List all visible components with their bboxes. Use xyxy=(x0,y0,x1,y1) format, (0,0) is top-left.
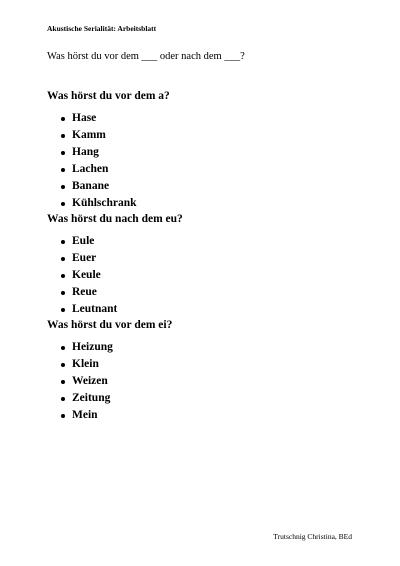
list-item xyxy=(47,110,367,127)
list-item-label: Weizen xyxy=(72,375,108,387)
list-item-label: Banane xyxy=(72,180,110,192)
list-item-label: Mein xyxy=(72,409,98,421)
list-item-label: Klein xyxy=(72,358,99,370)
bullet-icon xyxy=(61,202,65,206)
list-item-label: Kühlschrank xyxy=(72,197,137,209)
list-item xyxy=(47,407,367,424)
list-item xyxy=(47,390,367,407)
list-item xyxy=(47,144,367,161)
bullet-icon xyxy=(61,151,65,155)
bullet-icon xyxy=(61,308,65,312)
bullet-icon xyxy=(61,397,65,401)
page-header: Akustische Serialität: Arbeitsblatt xyxy=(47,24,157,33)
section-title: Was hörst du vor dem a? xyxy=(47,90,170,102)
list-item-label: Zeitung xyxy=(72,392,111,404)
bullet-icon xyxy=(61,414,65,418)
word-list xyxy=(47,233,367,318)
bullet-icon xyxy=(61,363,65,367)
bullet-icon xyxy=(61,185,65,189)
bullet-icon xyxy=(61,380,65,384)
section-vor-a xyxy=(47,89,367,212)
list-item-label: Hang xyxy=(72,146,99,158)
section-nach-eu xyxy=(47,212,367,318)
list-item xyxy=(47,267,367,284)
list-item-label: Keule xyxy=(72,269,101,281)
list-item-label: Heizung xyxy=(72,341,113,353)
word-list xyxy=(47,110,367,212)
list-item xyxy=(47,339,367,356)
list-item xyxy=(47,356,367,373)
list-item xyxy=(47,373,367,390)
list-item xyxy=(47,301,367,318)
list-item xyxy=(47,250,367,267)
list-item xyxy=(47,284,367,301)
list-item xyxy=(47,127,367,144)
bullet-icon xyxy=(61,168,65,172)
bullet-icon xyxy=(61,257,65,261)
list-item-label: Lachen xyxy=(72,163,109,175)
section-title: Was hörst du vor dem ei? xyxy=(47,319,173,331)
bullet-icon xyxy=(61,274,65,278)
page-footer-author: Trutschnig Christina, BEd xyxy=(273,532,352,541)
section-vor-ei xyxy=(47,318,367,424)
list-item xyxy=(47,161,367,178)
list-item-label: Eule xyxy=(72,235,95,247)
list-item-label: Leutnant xyxy=(72,303,118,315)
word-list xyxy=(47,339,367,424)
list-item-label: Kamm xyxy=(72,129,106,141)
bullet-icon xyxy=(61,240,65,244)
section-title: Was hörst du nach dem eu? xyxy=(47,213,183,225)
list-item-label: Euer xyxy=(72,252,97,264)
list-item xyxy=(47,233,367,250)
bullet-icon xyxy=(61,117,65,121)
bullet-icon xyxy=(61,291,65,295)
intro-question: Was hörst du vor dem ___ oder nach dem ___? xyxy=(47,51,245,62)
list-item xyxy=(47,195,367,212)
list-item-label: Hase xyxy=(72,112,97,124)
list-item xyxy=(47,178,367,195)
bullet-icon xyxy=(61,134,65,138)
bullet-icon xyxy=(61,346,65,350)
list-item-label: Reue xyxy=(72,286,97,298)
worksheet-content xyxy=(47,89,367,424)
